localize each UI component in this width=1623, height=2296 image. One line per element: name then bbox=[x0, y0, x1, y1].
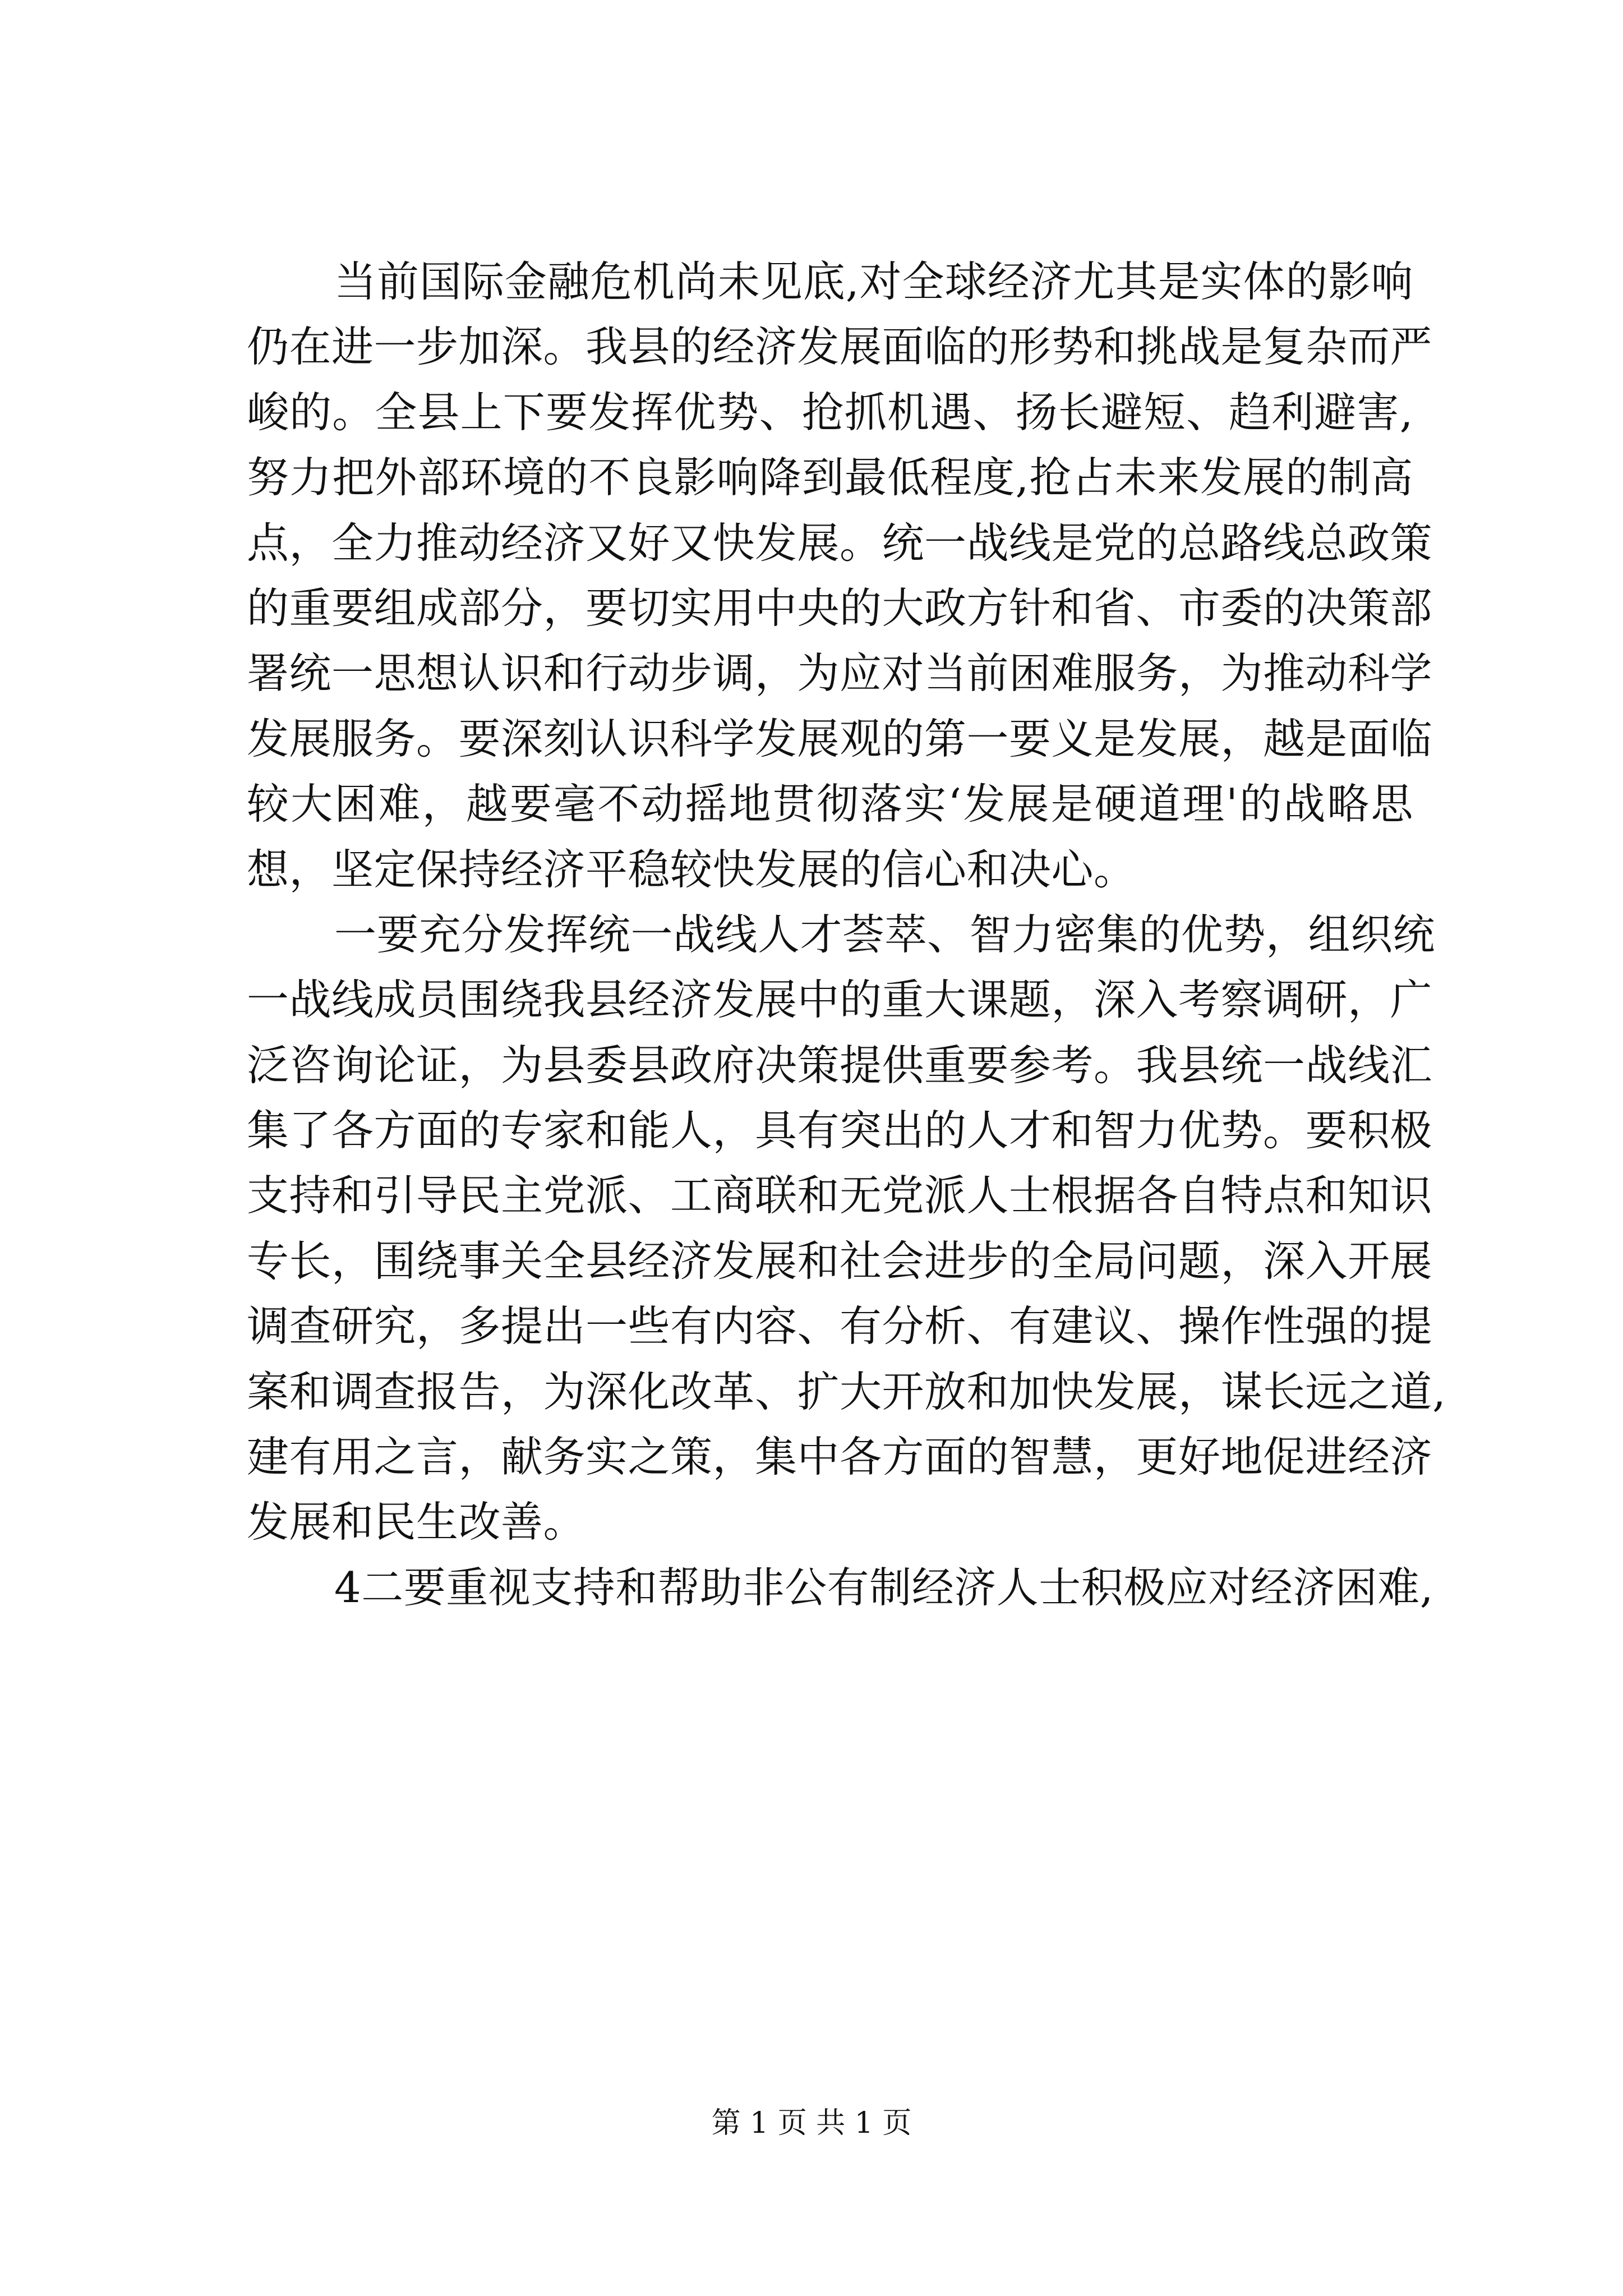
text-line: 较大困难，越要毫不动摇地贯彻落实‘发展是硬道理'的战略思 bbox=[247, 779, 1413, 829]
text-line: 专长，围绕事关全县经济发展和社会进步的全局问题，深入开展 bbox=[247, 1236, 1433, 1286]
body-text bbox=[247, 249, 1446, 1620]
text-line: 案和调查报告，为深化改革、扩大开放和加快发展，谋长远之道, bbox=[247, 1366, 1446, 1416]
text-line: 4二要重视支持和帮助非公有制经济人士积极应对经济困难, bbox=[334, 1562, 1434, 1612]
text-line: 建有用之言，献务实之策，集中各方面的智慧，更好地促进经济 bbox=[247, 1432, 1433, 1482]
text-line: 峻的。全县上下要发挥优势、抢抓机遇、扬长避短、趋利避害, bbox=[247, 387, 1413, 437]
text-line: 仍在进一步加深。我县的经济发展面临的形势和挑战是复杂而严 bbox=[247, 322, 1433, 372]
text-line: 想，坚定保持经济平稳较快发展的信心和决心。 bbox=[247, 844, 1136, 894]
text-line: 点，全力推动经济又好又快发展。统一战线是党的总路线总政策 bbox=[247, 518, 1433, 568]
text-line: 一战线成员围绕我县经济发展中的重大课题，深入考察调研，广 bbox=[247, 975, 1433, 1025]
text-line: 泛咨询论证，为县委县政府决策提供重要参考。我县统一战线汇 bbox=[247, 1040, 1433, 1090]
text-line: 署统一思想认识和行动步调，为应对当前困难服务，为推动科学 bbox=[247, 648, 1433, 698]
text-line: 一要充分发挥统一战线人才荟萃、智力密集的优势，组织统 bbox=[334, 909, 1436, 959]
text-line: 的重要组成部分，要切实用中央的大政方针和省、市委的决策部 bbox=[247, 583, 1433, 633]
text-line: 发展服务。要深刻认识科学发展观的第一要义是发展，越是面临 bbox=[247, 714, 1433, 763]
text-line: 发展和民生改善。 bbox=[247, 1497, 586, 1547]
page-footer: 第 1 页 共 1 页 bbox=[711, 2106, 912, 2140]
text-line: 调查研究，多提出一些有内容、有分析、有建议、操作性强的提 bbox=[247, 1301, 1433, 1351]
text-line: 努力把外部环境的不良影响降到最低程度,抢占未来发展的制高 bbox=[247, 453, 1413, 503]
text-line: 当前国际金融危机尚未见底,对全球经济尤其是实体的影响 bbox=[334, 257, 1413, 306]
text-line: 集了各方面的专家和能人，具有突出的人才和智力优势。要积极 bbox=[247, 1106, 1433, 1156]
text-line: 支持和引导民主党派、工商联和无党派人士根据各自特点和知识 bbox=[247, 1171, 1433, 1221]
